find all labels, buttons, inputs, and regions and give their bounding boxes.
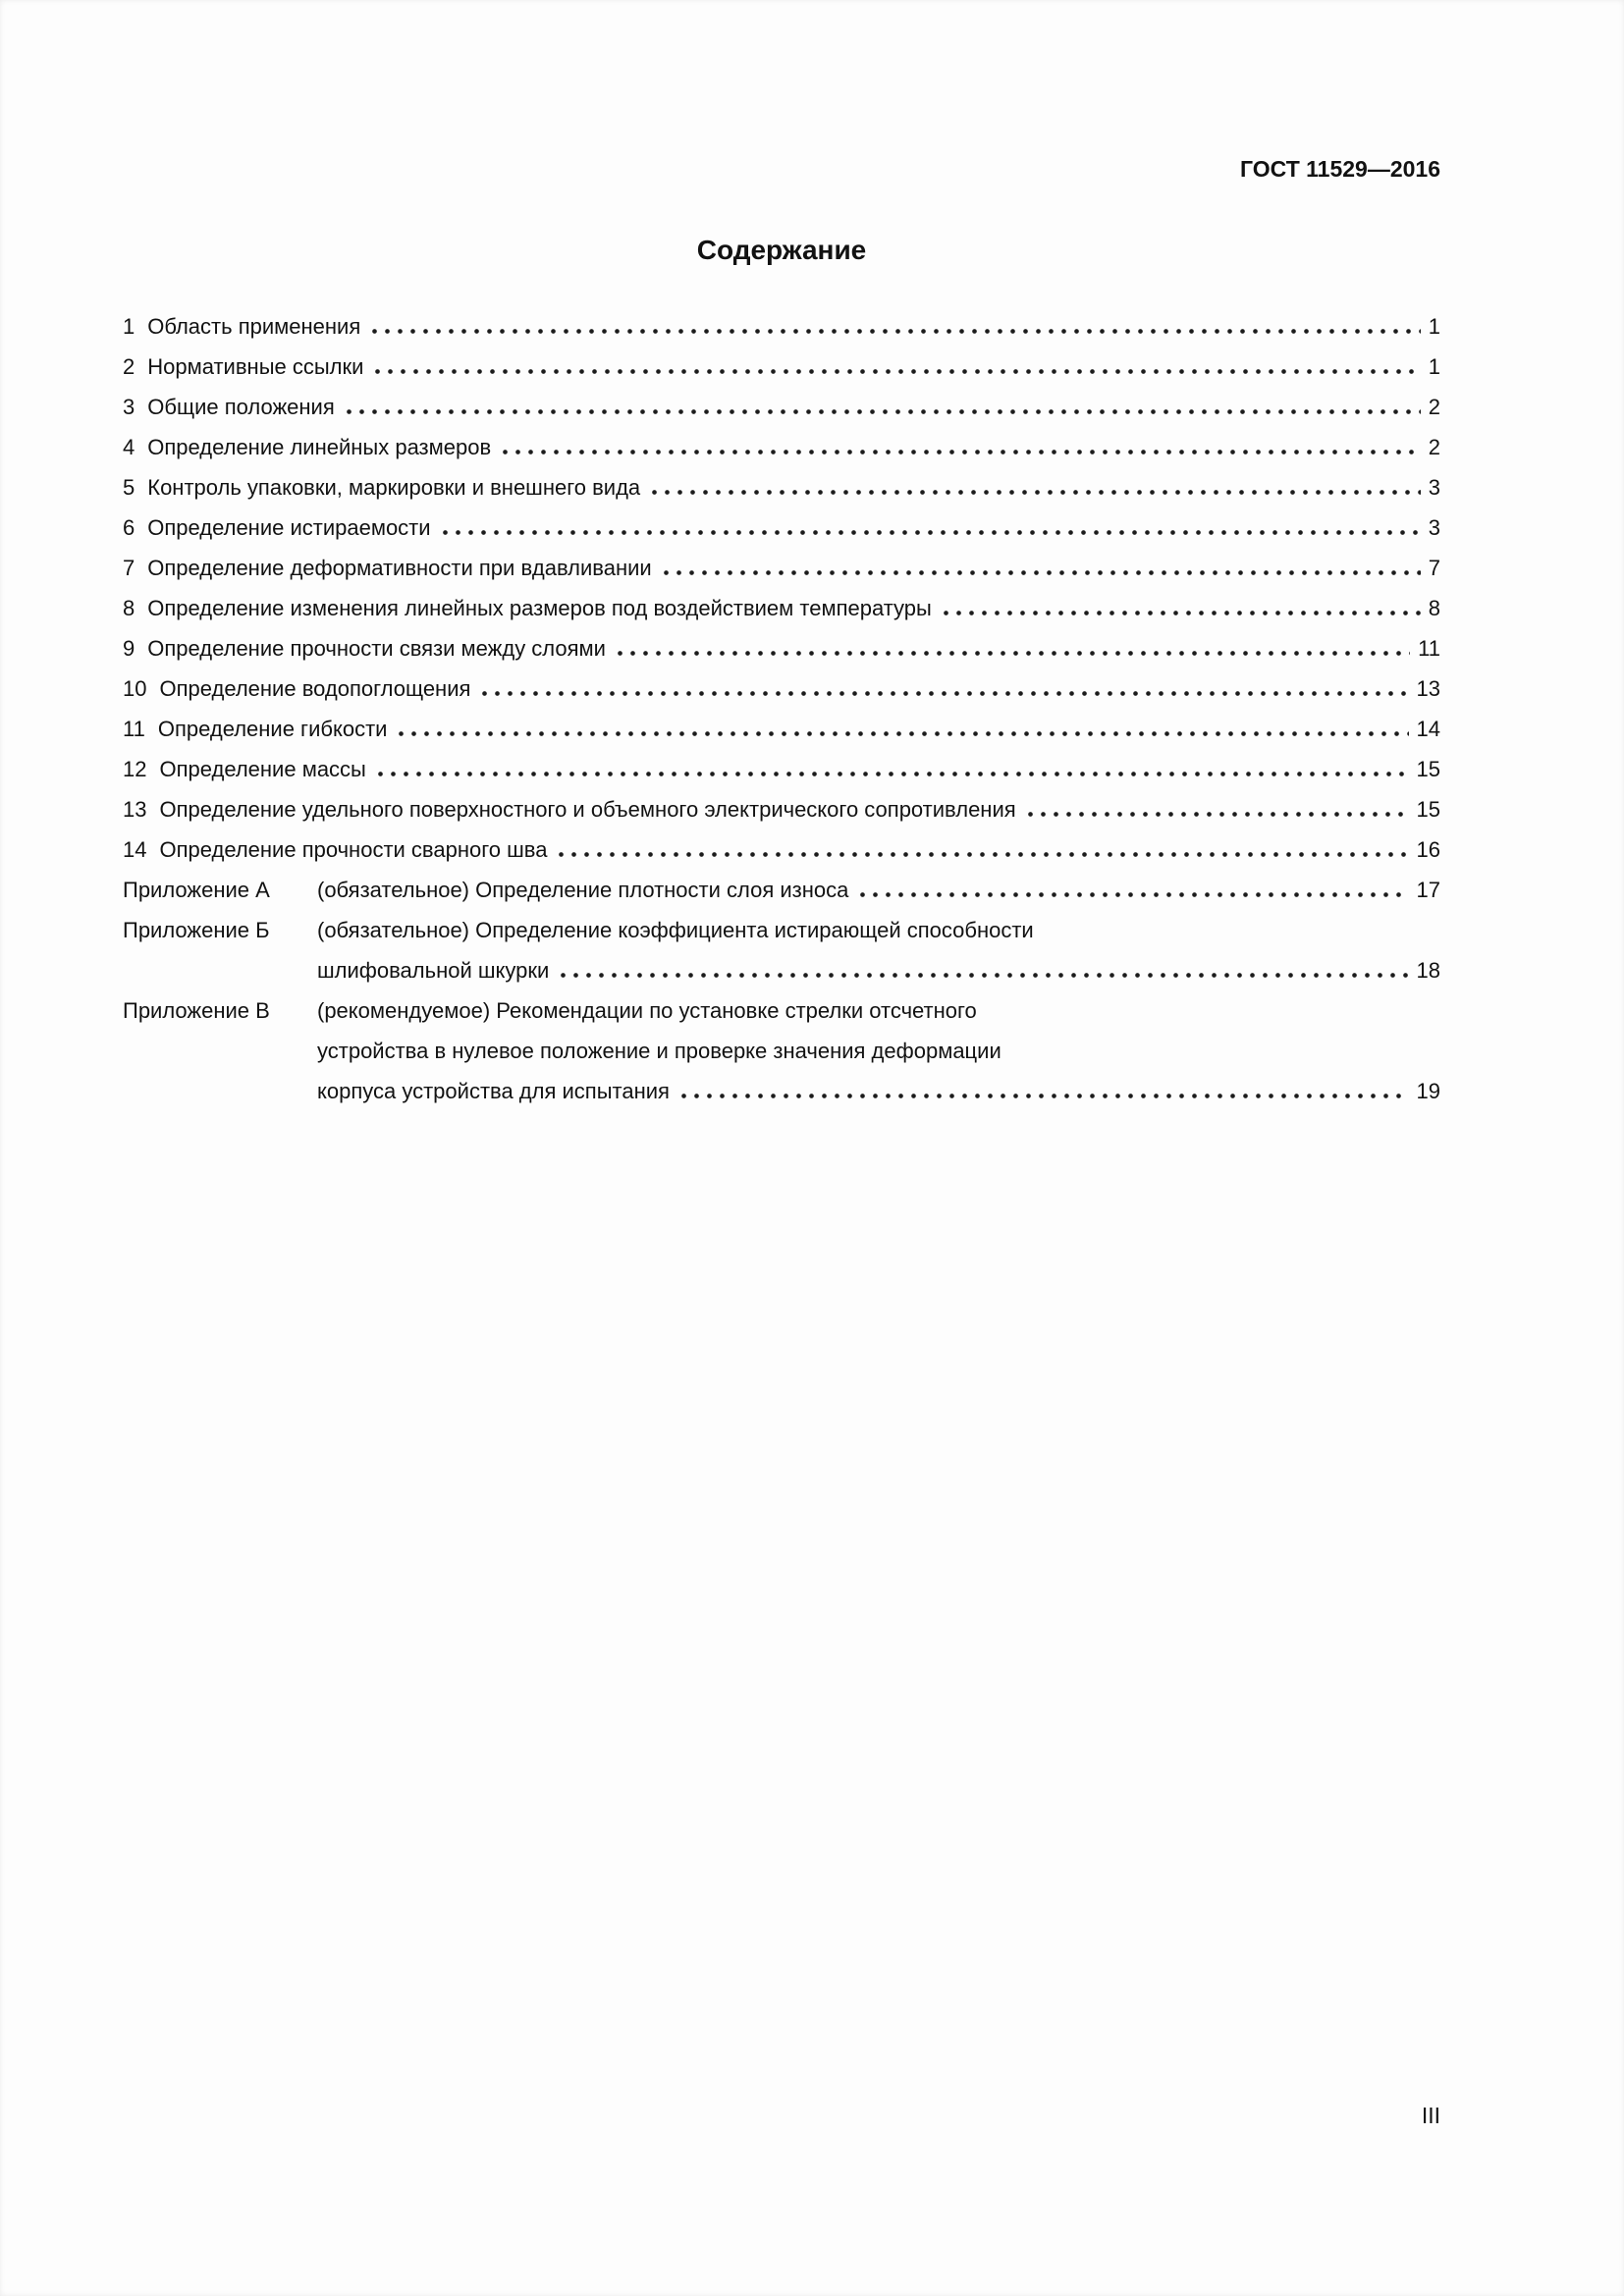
appendix-line: (рекомендуемое) Рекомендации по установке стрелки отсчетного <box>317 998 977 1023</box>
toc-entry-title: Определение массы <box>159 757 366 781</box>
toc-leader-dots <box>374 772 1409 776</box>
toc-row <box>123 347 1440 387</box>
toc-entry-title: Определение линейных размеров <box>147 435 492 459</box>
toc-entry-title: Нормативные ссылки <box>147 354 364 379</box>
toc-leader-dots <box>343 409 1421 414</box>
toc-row <box>123 548 1440 588</box>
toc-row <box>123 588 1440 628</box>
toc-entry-title: Контроль упаковки, маркировки и внешнего вида <box>147 475 641 500</box>
toc-leader-dots <box>499 450 1421 454</box>
toc-entry-title: Определение деформативности при вдавливании <box>147 556 652 580</box>
appendix-line <box>317 950 1440 990</box>
appendix-body <box>317 990 1440 1111</box>
toc-leader-dots <box>856 892 1408 897</box>
toc-leader-dots <box>614 651 1410 656</box>
appendix-label: Приложение В <box>123 998 270 1023</box>
toc-entry-title: Определение истираемости <box>147 515 431 540</box>
toc-entry-number: 5 <box>123 475 135 500</box>
toc-page-number: 1 <box>1428 354 1440 379</box>
appendix-text: корпуса устройства для испытания <box>317 1079 670 1103</box>
appendix-label: Приложение Б <box>123 918 270 942</box>
appendix-body <box>317 910 1440 990</box>
toc-row <box>123 709 1440 749</box>
toc-page-number: 2 <box>1428 435 1440 459</box>
toc-row <box>123 789 1440 829</box>
toc-page-number: 13 <box>1416 676 1440 701</box>
toc-entry-number: 12 <box>123 757 147 781</box>
toc-row <box>123 628 1440 668</box>
toc-page-number: 3 <box>1428 515 1440 540</box>
toc-entry-number: 6 <box>123 515 135 540</box>
toc-row <box>123 306 1440 347</box>
toc-entry-number: 4 <box>123 435 135 459</box>
toc-entry-number: 14 <box>123 837 147 862</box>
toc-row <box>123 387 1440 427</box>
toc-entry-number: 2 <box>123 354 135 379</box>
toc-entry-number: 9 <box>123 636 135 661</box>
toc-entry-title: Определение прочности сварного шва <box>159 837 548 862</box>
toc-leader-dots <box>368 329 1421 334</box>
toc-page-number: 16 <box>1416 837 1440 862</box>
toc-leader-dots <box>1024 812 1409 817</box>
toc-leader-dots <box>439 530 1421 535</box>
folio-page-number: III <box>1421 2103 1440 2128</box>
toc-page-number: 1 <box>1428 314 1440 339</box>
appendix-line <box>317 870 1440 910</box>
toc-entry-title: Определение гибкости <box>157 717 388 741</box>
toc-entry-number: 7 <box>123 556 135 580</box>
toc-entry-number: 10 <box>123 676 147 701</box>
appendix-line <box>317 1071 1440 1111</box>
toc-row <box>123 829 1440 870</box>
toc-page-number: 8 <box>1428 596 1440 620</box>
toc-entry-number: 3 <box>123 395 135 419</box>
document-header: ГОСТ 11529—2016 <box>1240 156 1440 182</box>
toc-leader-dots <box>371 369 1420 374</box>
toc-leader-dots <box>660 570 1421 575</box>
toc-entry-number: 8 <box>123 596 135 620</box>
toc-row <box>123 467 1440 507</box>
toc-row <box>123 668 1440 709</box>
toc-entry-number: 13 <box>123 797 147 822</box>
toc-leader-dots <box>395 731 1408 736</box>
toc-entry-number: 1 <box>123 314 135 339</box>
table-of-contents <box>123 306 1440 1111</box>
toc-row <box>123 749 1440 789</box>
toc-page-number: 3 <box>1428 475 1440 500</box>
toc-entry-title: Область применения <box>147 314 361 339</box>
toc-leader-dots <box>555 852 1408 857</box>
toc-entry-title: Определение водопоглощения <box>159 676 471 701</box>
toc-leader-dots <box>677 1094 1409 1098</box>
appendix-body <box>317 870 1440 910</box>
toc-appendix-row <box>123 870 1440 910</box>
toc-page-number: 15 <box>1416 757 1440 781</box>
toc-leader-dots <box>557 973 1408 978</box>
toc-page-number: 2 <box>1428 395 1440 419</box>
appendix-text: шлифовальной шкурки <box>317 958 550 983</box>
appendix-line: устройства в нулевое положение и проверке значения деформации <box>317 1039 1001 1063</box>
toc-page-number: 18 <box>1416 958 1440 983</box>
toc-row <box>123 427 1440 467</box>
toc-appendix-row <box>123 910 1440 990</box>
appendix-text: (обязательное) Определение плотности слоя износа <box>317 878 849 902</box>
toc-page-number: 7 <box>1428 556 1440 580</box>
toc-appendix-row <box>123 990 1440 1111</box>
toc-page-number: 15 <box>1416 797 1440 822</box>
toc-entry-title: Общие положения <box>147 395 335 419</box>
toc-entry-title: Определение удельного поверхностного и объемного электрического сопротивления <box>159 797 1016 822</box>
toc-page-number: 19 <box>1416 1079 1440 1103</box>
toc-entry-number: 11 <box>123 717 145 741</box>
toc-entry-title: Определение прочности связи между слоями <box>147 636 606 661</box>
toc-leader-dots <box>940 611 1421 615</box>
page-title: Содержание <box>696 235 867 265</box>
toc-page-number: 11 <box>1418 636 1440 661</box>
toc-leader-dots <box>648 490 1421 495</box>
appendix-label: Приложение А <box>123 878 270 902</box>
appendix-line: (обязательное) Определение коэффициента истирающей способности <box>317 918 1034 942</box>
toc-entry-title: Определение изменения линейных размеров под воздействием температуры <box>147 596 932 620</box>
toc-row <box>123 507 1440 548</box>
toc-leader-dots <box>478 691 1408 696</box>
toc-page-number: 17 <box>1416 878 1440 902</box>
toc-page-number: 14 <box>1416 717 1440 741</box>
